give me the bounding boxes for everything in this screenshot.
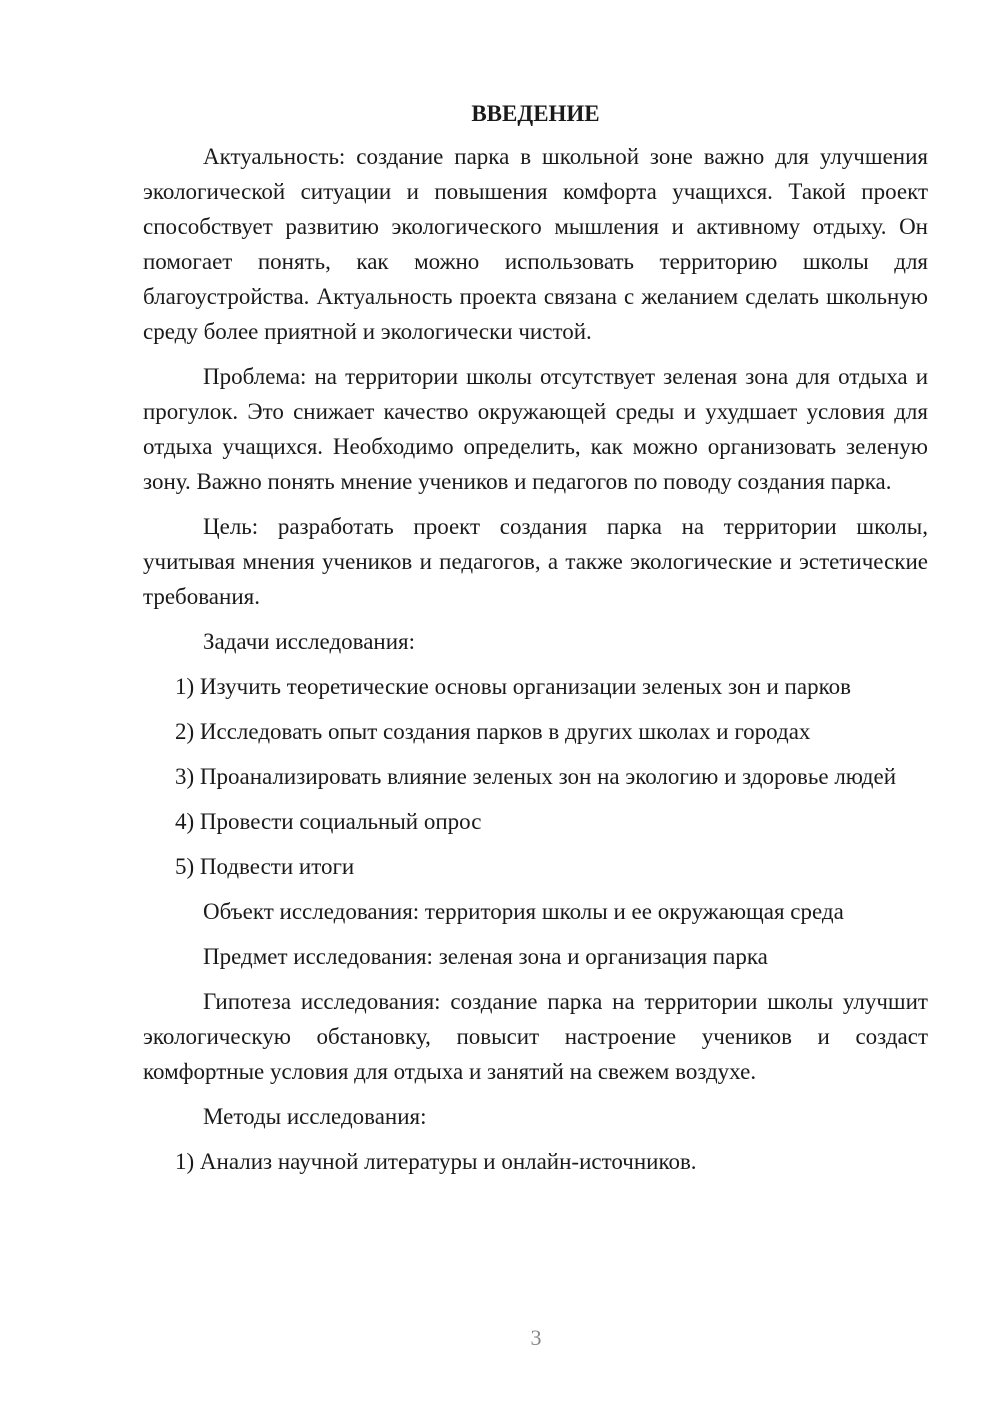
paragraph-hypothesis: Гипотеза исследования: создание парка на территории школы улучшит экологическую обстановку, повысит настроение учеников и создаст комфортные условия для отдыха и занятий на свежем воздухе. bbox=[143, 989, 928, 1084]
task-item-5: 5) Подвести итоги bbox=[175, 854, 355, 879]
page-content bbox=[143, 96, 928, 1189]
methods-heading: Методы исследования: bbox=[203, 1104, 427, 1129]
research-object: Объект исследования: территория школы и ее окружающая среда bbox=[203, 899, 844, 924]
task-item-3: 3) Проанализировать влияние зеленых зон на экологию и здоровье людей bbox=[175, 764, 897, 789]
task-item-1: 1) Изучить теоретические основы организации зеленых зон и парков bbox=[175, 674, 851, 699]
task-item-4: 4) Провести социальный опрос bbox=[175, 809, 482, 834]
research-subject: Предмет исследования: зеленая зона и организация парка bbox=[203, 944, 768, 969]
paragraph-relevance: Актуальность: создание парка в школьной зоне важно для улучшения экологической ситуации и повышения комфорта учащихся. Такой проект способствует развитию экологического мышления и активному отдыху. Он помогает понять, как можно использовать территорию школы для благоустройства. Актуальность проекта связана с желанием сделать школьную среду более приятной и экологически чистой. bbox=[143, 144, 928, 344]
paragraph-goal: Цель: разработать проект создания парка на территории школы, учитывая мнения учеников и педагогов, а также экологические и эстетические требования. bbox=[143, 514, 928, 609]
task-item-2: 2) Исследовать опыт создания парков в других школах и городах bbox=[175, 719, 811, 744]
paragraph-problem: Проблема: на территории школы отсутствует зеленая зона для отдыха и прогулок. Это снижает качество окружающей среды и ухудшает условия для отдыха учащихся. Необходимо определить, как можно организовать зеленую зону. Важно понять мнение учеников и педагогов по поводу создания парка. bbox=[143, 364, 928, 494]
method-item-1: 1) Анализ научной литературы и онлайн-источников. bbox=[175, 1149, 697, 1174]
tasks-heading: Задачи исследования: bbox=[203, 629, 416, 654]
page-number: 3 bbox=[530, 1325, 542, 1350]
section-title: ВВЕДЕНИЕ bbox=[471, 101, 600, 126]
